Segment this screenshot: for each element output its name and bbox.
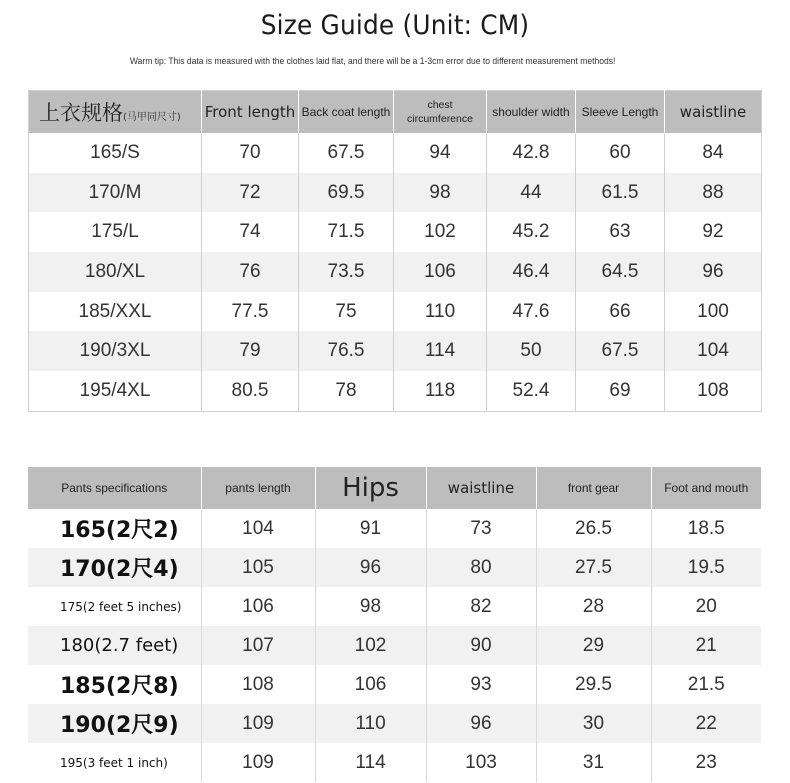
table-cell: 190(2尺9) (28, 704, 201, 743)
table-cell: 80 (426, 548, 536, 587)
table-cell: 27.5 (536, 548, 651, 587)
table-cell: 96 (426, 704, 536, 743)
table-cell: 76 (202, 252, 299, 292)
table-cell: 44 (487, 173, 576, 213)
header-shoulder-width: shoulder width (487, 91, 576, 134)
table-cell: 185(2尺8) (28, 665, 201, 704)
table-cell: 77.5 (202, 292, 299, 332)
table-cell: 92 (665, 212, 762, 252)
table-cell: 26.5 (536, 509, 651, 548)
table-cell: 31 (536, 743, 651, 782)
table-cell: 47.6 (487, 292, 576, 332)
table-row (28, 743, 761, 782)
table-cell: 52.4 (487, 371, 576, 411)
table-cell: 165(2尺2) (28, 509, 201, 548)
header-foot-and-mouth: Foot and mouth (651, 467, 761, 509)
header-back-coat-length: Back coat length (299, 91, 394, 134)
table-cell: 106 (201, 587, 315, 626)
table-cell: 195/4XL (29, 371, 202, 411)
table-row (29, 133, 762, 173)
table-cell: 64.5 (576, 252, 665, 292)
table-row (29, 252, 762, 292)
table-row (28, 509, 761, 548)
table-cell: 96 (665, 252, 762, 292)
table-cell: 70 (202, 133, 299, 173)
table-cell: 98 (315, 587, 426, 626)
header-chest-circumference: chest circumference (394, 91, 487, 134)
table-cell: 67.5 (299, 133, 394, 173)
table-cell: 28 (536, 587, 651, 626)
table-cell: 50 (487, 331, 576, 371)
table-cell: 74 (202, 212, 299, 252)
table-row (29, 371, 762, 411)
table-header-row (28, 467, 761, 509)
table-cell: 21 (651, 626, 761, 665)
table-cell: 60 (576, 133, 665, 173)
table-cell: 165/S (29, 133, 202, 173)
table-cell: 73.5 (299, 252, 394, 292)
table-cell: 108 (665, 371, 762, 411)
table-cell: 73 (426, 509, 536, 548)
table-cell: 21.5 (651, 665, 761, 704)
table-cell: 98 (394, 173, 487, 213)
table-cell: 22 (651, 704, 761, 743)
table-cell: 185/XXL (29, 292, 202, 332)
table-cell: 170(2尺4) (28, 548, 201, 587)
table-cell: 180/XL (29, 252, 202, 292)
table-cell: 69 (576, 371, 665, 411)
table-cell: 69.5 (299, 173, 394, 213)
table-cell: 108 (201, 665, 315, 704)
table-row (29, 292, 762, 332)
table-row (28, 704, 761, 743)
table-cell: 23 (651, 743, 761, 782)
table-cell: 76.5 (299, 331, 394, 371)
header-top-spec-sub: (马甲同尺寸) (123, 112, 181, 123)
pants-size-table (28, 467, 761, 782)
table-cell: 90 (426, 626, 536, 665)
header-pants-spec: Pants specifications (28, 467, 201, 509)
table-cell: 93 (426, 665, 536, 704)
table-cell: 103 (426, 743, 536, 782)
table-cell: 45.2 (487, 212, 576, 252)
warm-tip: Warm tip: This data is measured with the clothes laid flat, and there will be a 1-3cm error due to different measurement methods! (129, 56, 616, 67)
table-cell: 42.8 (487, 133, 576, 173)
table-cell: 114 (394, 331, 487, 371)
table-cell: 72 (202, 173, 299, 213)
table-cell: 96 (315, 548, 426, 587)
table-cell: 61.5 (576, 173, 665, 213)
table-cell: 91 (315, 509, 426, 548)
table-cell: 195(3 feet 1 inch) (28, 743, 201, 782)
table-cell: 104 (665, 331, 762, 371)
table-row (28, 626, 761, 665)
table-cell: 180(2.7 feet) (28, 626, 201, 665)
table-cell: 63 (576, 212, 665, 252)
table-cell: 107 (201, 626, 315, 665)
table-cell: 109 (201, 743, 315, 782)
table-cell: 29.5 (536, 665, 651, 704)
table-cell: 109 (201, 704, 315, 743)
table-header-row (29, 91, 762, 134)
header-hips: Hips (315, 467, 426, 509)
table-cell: 102 (394, 212, 487, 252)
table-row (29, 331, 762, 371)
table-cell: 118 (394, 371, 487, 411)
table-cell: 175/L (29, 212, 202, 252)
header-pants-length: pants length (201, 467, 315, 509)
table-cell: 29 (536, 626, 651, 665)
table-cell: 67.5 (576, 331, 665, 371)
table-cell: 100 (665, 292, 762, 332)
table-row (28, 665, 761, 704)
table-cell: 84 (665, 133, 762, 173)
top-size-table (28, 90, 762, 412)
header-sleeve-length: Sleeve Length (576, 91, 665, 134)
table-cell: 88 (665, 173, 762, 213)
table-row (28, 548, 761, 587)
table-cell: 106 (394, 252, 487, 292)
table-cell: 110 (315, 704, 426, 743)
table-cell: 175(2 feet 5 inches) (28, 587, 201, 626)
table-cell: 170/M (29, 173, 202, 213)
table-cell: 82 (426, 587, 536, 626)
table-cell: 66 (576, 292, 665, 332)
table-cell: 78 (299, 371, 394, 411)
table-cell: 75 (299, 292, 394, 332)
table-row (29, 173, 762, 213)
header-front-gear: front gear (536, 467, 651, 509)
table-cell: 79 (202, 331, 299, 371)
table-cell: 104 (201, 509, 315, 548)
page-title: Size Guide (Unit: CM) (260, 10, 530, 41)
table-row (28, 587, 761, 626)
table-cell: 46.4 (487, 252, 576, 292)
table-cell: 30 (536, 704, 651, 743)
table-cell: 106 (315, 665, 426, 704)
table-cell: 114 (315, 743, 426, 782)
table-cell: 105 (201, 548, 315, 587)
header-front-length: Front length (202, 91, 299, 134)
table-cell: 18.5 (651, 509, 761, 548)
table-cell: 19.5 (651, 548, 761, 587)
header-waistline: waistline (665, 91, 762, 134)
header-top-spec (29, 91, 202, 134)
table-cell: 94 (394, 133, 487, 173)
table-row (29, 212, 762, 252)
table-cell: 80.5 (202, 371, 299, 411)
table-cell: 102 (315, 626, 426, 665)
table-cell: 110 (394, 292, 487, 332)
table-cell: 20 (651, 587, 761, 626)
table-cell: 71.5 (299, 212, 394, 252)
header-waistline: waistline (426, 467, 536, 509)
header-top-spec-main: 上衣规格 (39, 101, 123, 125)
table-cell: 190/3XL (29, 331, 202, 371)
